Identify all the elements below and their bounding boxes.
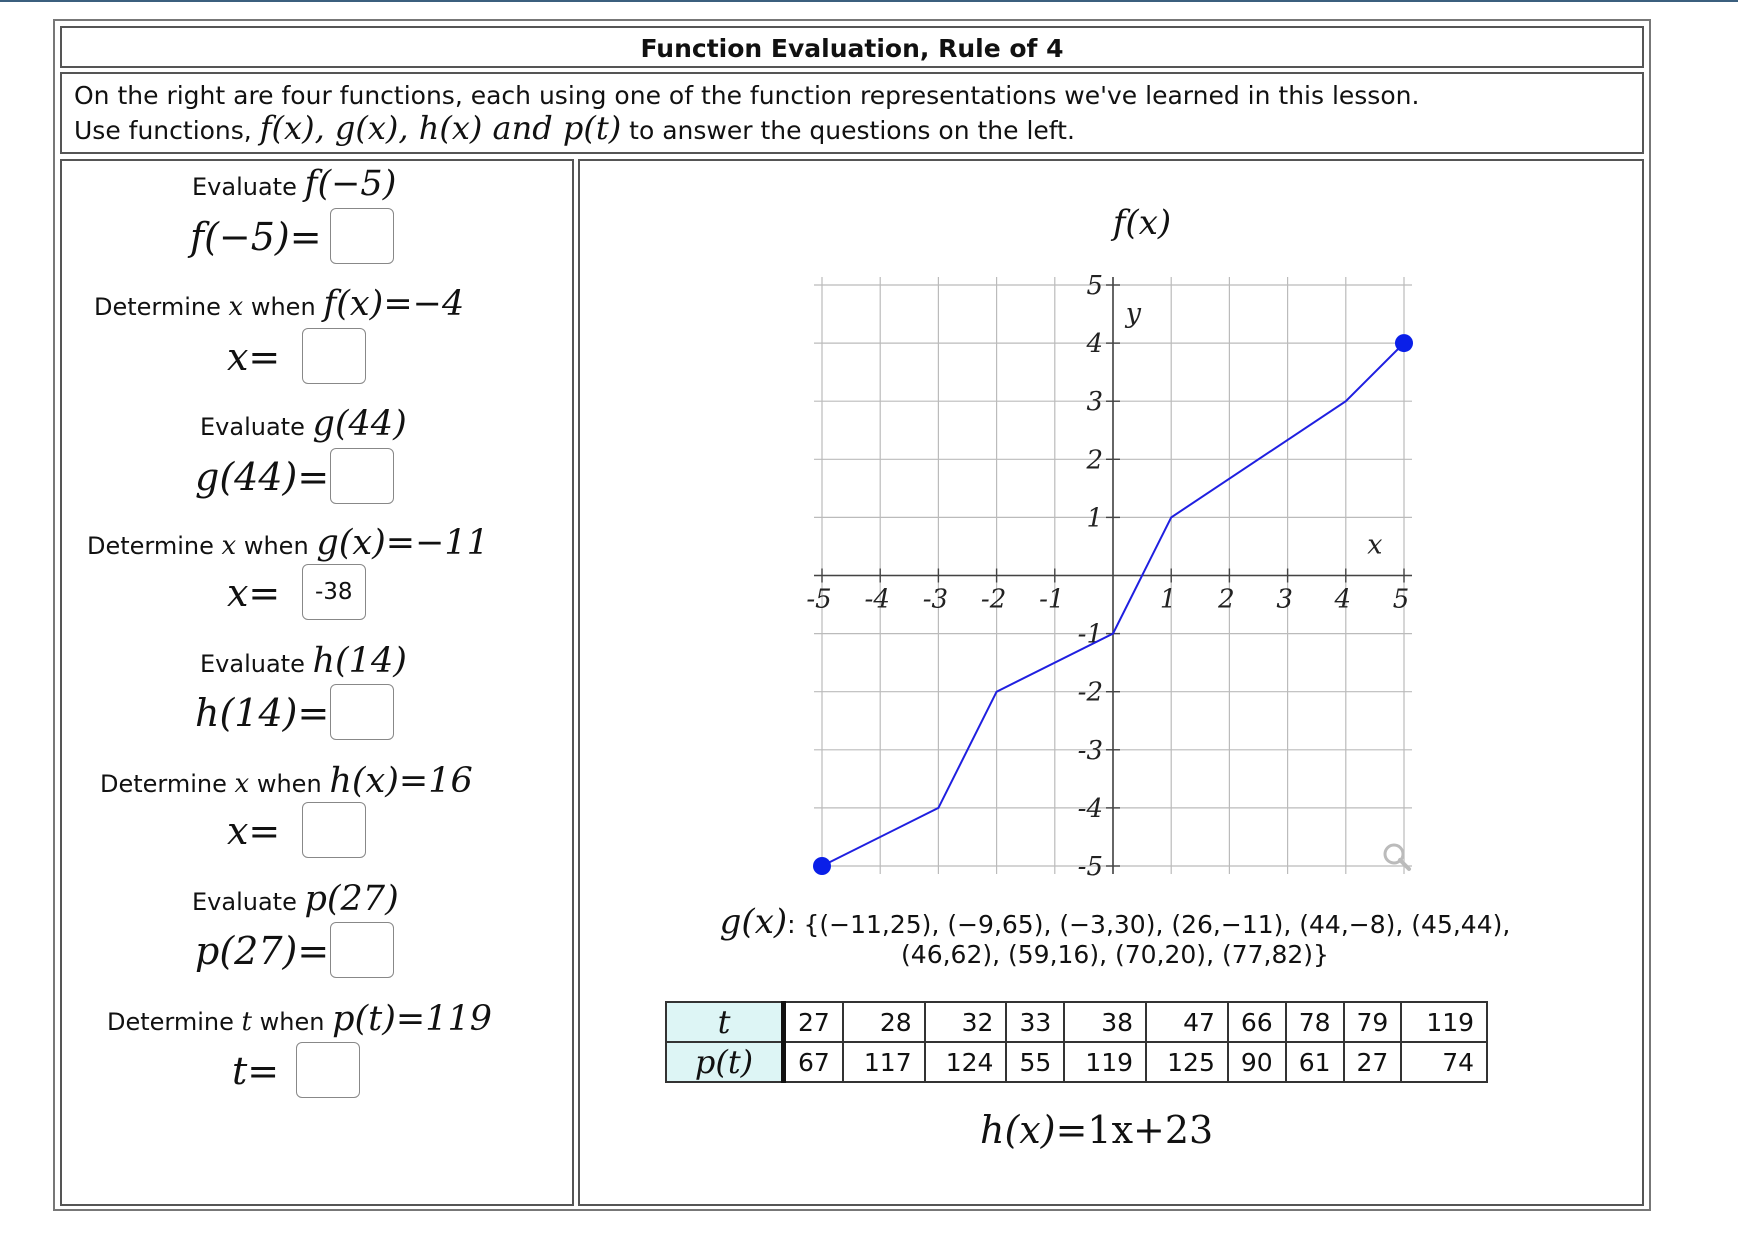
x-axis-label: x <box>1367 529 1383 561</box>
x-tick-label: -4 <box>864 584 890 615</box>
y-tick-label: -5 <box>1077 852 1103 882</box>
p-cell: 90 <box>1228 1042 1286 1082</box>
t-header: t <box>666 1002 784 1042</box>
answer-input-8[interactable] <box>296 1042 360 1098</box>
answer-label: t= <box>232 1049 280 1093</box>
y-tick-label: -2 <box>1077 677 1103 708</box>
g-label: g(x) <box>719 902 788 942</box>
t-cell: 28 <box>843 1002 925 1042</box>
question-when: when <box>259 1008 325 1036</box>
x-tick-label: 2 <box>1218 584 1235 615</box>
question-variable: t <box>241 1007 252 1037</box>
g-pairs-line-1: : {(−11,25), (−9,65), (−3,30), (26,−11), (44,−8), (45,44), <box>787 910 1511 939</box>
answer-label: g(44)= <box>195 455 330 499</box>
y-tick-label: 4 <box>1086 329 1103 360</box>
graph-title <box>1042 203 1242 243</box>
question-math: h(x)=16 <box>329 761 473 801</box>
y-tick-label: 3 <box>1086 387 1103 418</box>
x-tick-label: 1 <box>1159 584 1177 615</box>
f-endpoint <box>1395 334 1413 352</box>
x-tick-label: -2 <box>980 584 1007 615</box>
t-cell: 78 <box>1286 1002 1344 1042</box>
question-prompt: Determine <box>100 770 227 798</box>
y-tick-label: -1 <box>1077 619 1103 650</box>
g-definition-line-2 <box>700 940 1530 969</box>
answer-label: x= <box>227 571 281 615</box>
answer-label: f(−5)= <box>190 215 322 259</box>
answer-label: x= <box>227 335 281 379</box>
y-axis-label: y <box>1125 298 1142 330</box>
graph-title-text: f(x) <box>1112 203 1172 243</box>
g-pairs-line-2: (46,62), (59,16), (70,20), (77,82)} <box>901 940 1329 969</box>
h-rule: =1x+23 <box>1055 1108 1214 1152</box>
question-prompt: Evaluate <box>192 888 297 916</box>
question-when: when <box>256 770 322 798</box>
y-tick-label: -4 <box>1077 793 1103 824</box>
g-definition <box>700 902 1530 942</box>
question-prompt: Determine <box>107 1008 234 1036</box>
t-cell: 32 <box>925 1002 1007 1042</box>
p-cell: 61 <box>1286 1042 1344 1082</box>
t-cell: 33 <box>1006 1002 1064 1042</box>
t-cell: 47 <box>1146 1002 1228 1042</box>
p-cell: 124 <box>925 1042 1007 1082</box>
p-cell: 74 <box>1401 1042 1487 1082</box>
y-tick-label: 5 <box>1086 271 1103 301</box>
answer-label: x= <box>227 809 281 853</box>
x-tick-label: 5 <box>1392 584 1410 615</box>
p-cell: 125 <box>1146 1042 1228 1082</box>
h-definition <box>980 1108 1213 1152</box>
p-table <box>665 1001 1488 1083</box>
p-table-p-row <box>666 1042 1487 1082</box>
question-8 <box>107 999 492 1039</box>
answer-row-8 <box>232 1049 279 1093</box>
x-tick-label: 3 <box>1276 584 1293 615</box>
h-label: h(x) <box>980 1108 1056 1152</box>
y-tick-label: 2 <box>1086 445 1103 476</box>
answer-label: h(14)= <box>195 691 330 735</box>
question-math: f(−5) <box>304 164 397 204</box>
p-table-t-row <box>666 1002 1487 1042</box>
question-prompt: Evaluate <box>200 413 305 441</box>
t-cell: 27 <box>784 1002 843 1042</box>
x-tick-label: -1 <box>1039 584 1065 615</box>
p-cell: 119 <box>1064 1042 1146 1082</box>
t-cell: 38 <box>1064 1002 1146 1042</box>
question-math: g(44) <box>312 404 407 444</box>
question-math: h(14) <box>312 641 407 681</box>
instructions-line-1: On the right are four functions, each using one of the function representations we've learned in this lesson. <box>74 81 1420 110</box>
answer-input-4[interactable]: -38 <box>302 564 366 620</box>
question-when: when <box>243 532 309 560</box>
x-tick-label: -5 <box>806 584 832 615</box>
instructions-functions: f(x), g(x), h(x) and p(t) <box>259 109 622 147</box>
f-endpoint <box>813 857 831 875</box>
instructions-suffix: to answer the questions on the left. <box>629 116 1075 145</box>
question-prompt: Determine <box>94 293 221 321</box>
question-prompt: Evaluate <box>200 650 305 678</box>
p-cell: 67 <box>784 1042 843 1082</box>
question-math: p(t)=119 <box>332 999 493 1039</box>
question-when: when <box>250 293 316 321</box>
t-cell: 119 <box>1401 1002 1487 1042</box>
instructions-prefix: Use functions, <box>74 116 252 145</box>
p-header: p(t) <box>666 1042 784 1082</box>
question-math: f(x)=−4 <box>323 284 465 324</box>
p-cell: 55 <box>1006 1042 1064 1082</box>
question-prompt: Determine <box>87 532 214 560</box>
page-title: Function Evaluation, Rule of 4 <box>640 34 1064 63</box>
question-math: p(27) <box>304 879 399 919</box>
p-cell: 27 <box>1344 1042 1402 1082</box>
t-cell: 66 <box>1228 1002 1286 1042</box>
x-tick-label: -3 <box>922 584 949 615</box>
t-cell: 79 <box>1344 1002 1402 1042</box>
question-math: g(x)=−11 <box>316 523 489 563</box>
p-cell: 117 <box>843 1042 925 1082</box>
x-tick-label: 4 <box>1334 584 1352 615</box>
answer-label: p(27)= <box>195 929 330 973</box>
question-prompt: Evaluate <box>192 173 297 201</box>
y-tick-label: -3 <box>1077 735 1103 766</box>
question-variable: x <box>234 769 250 799</box>
question-variable: x <box>228 292 244 322</box>
question-variable: x <box>221 531 237 561</box>
y-tick-label: 1 <box>1086 503 1103 534</box>
